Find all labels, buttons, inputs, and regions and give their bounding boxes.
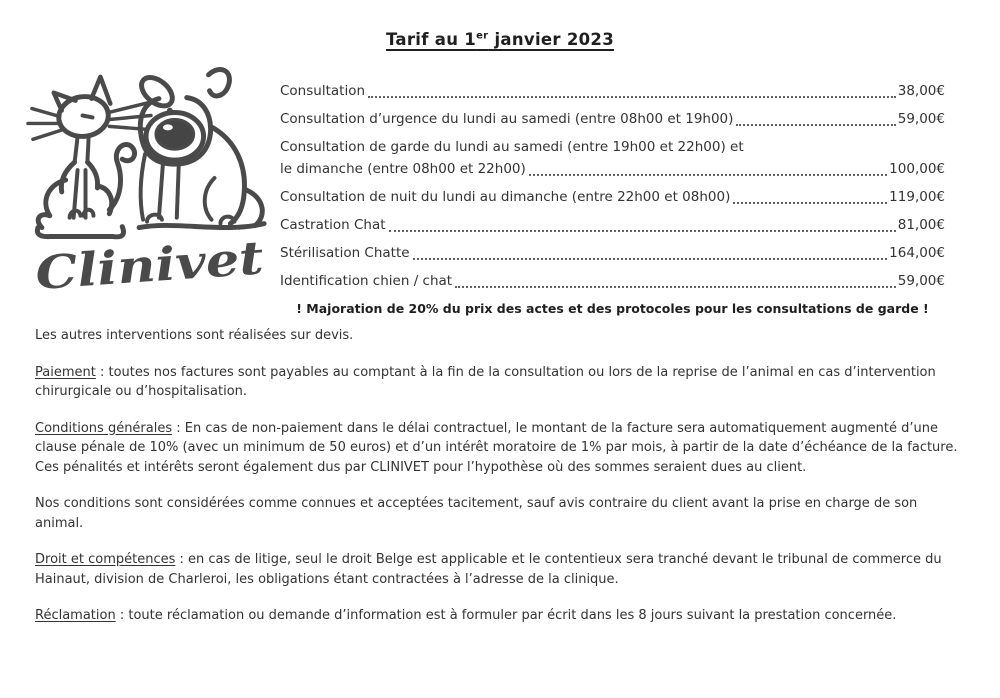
service-label: Consultation d’urgence du lundi au samedi (entre 08h00 et 19h00): [280, 111, 734, 127]
paragraph-tacite: Nos conditions sont considérées comme connues et acceptées tacitement, sauf avis contraire du client avant la prise en charge de son animal.: [35, 496, 918, 531]
page-title: [0, 30, 1000, 49]
service-label-line1: Consultation de garde du lundi au samedi (entre 19h00 et 22h00) et: [280, 139, 744, 155]
paragraph-lead: Droit et compétences: [35, 552, 176, 567]
price-row: [280, 188, 945, 207]
service-label: Consultation de nuit du lundi au dimanche (entre 22h00 et 08h00): [280, 189, 731, 205]
service-label: Castration Chat: [280, 217, 386, 233]
paragraph-separator: :: [175, 552, 189, 567]
dotted-leader: [368, 96, 896, 98]
paragraph-paiement: [35, 363, 963, 402]
price-row: [280, 110, 945, 129]
paragraph-separator: :: [95, 364, 109, 380]
dotted-leader: [529, 174, 887, 176]
dotted-leader: [455, 286, 896, 288]
dotted-leader: [733, 202, 887, 204]
surcharge-note: ! Majoration de 20% du prix des actes et des protocoles pour les consultations de garde !: [296, 301, 929, 316]
price-value: 38,00€: [897, 83, 945, 99]
terms-section: [35, 326, 963, 643]
clinivet-wordmark: Clinivet: [33, 232, 236, 298]
cat-and-dog-sketch-icon: [26, 58, 274, 298]
paragraph-conditions: [35, 419, 963, 478]
paragraph-droit: [35, 550, 963, 589]
paragraph-text: toutes nos factures sont payables au comptant à la fin de la consultation ou lors de la reprise de l’animal en cas d’intervention chirurgicale ou d’hospitalisation.: [35, 364, 936, 399]
price-value: 119,00€: [889, 189, 945, 205]
paragraph-text: toute réclamation ou demande d’information est à formuler par écrit dans les 8 jours suivant la prestation concernée.: [128, 608, 897, 623]
price-value: 59,00€: [897, 273, 945, 289]
service-label: Identification chien / chat: [280, 273, 453, 289]
title-prefix: Tarif au 1: [385, 30, 477, 49]
price-row: [280, 138, 945, 179]
price-row: [280, 272, 945, 291]
paragraph-lead: Réclamation: [35, 608, 116, 623]
paragraph-devis: Les autres interventions sont réalisées sur devis.: [35, 328, 354, 343]
clinivet-logo: [26, 58, 274, 298]
dotted-leader: [413, 258, 888, 260]
paragraph-lead: Conditions générales: [35, 420, 173, 436]
paragraph-lead: Paiement: [35, 364, 96, 380]
price-row: [280, 216, 945, 235]
title-suffix: janvier 2023: [488, 30, 614, 49]
price-row: [280, 244, 945, 263]
dotted-leader: [389, 230, 896, 232]
title-ordinal-sup: er: [476, 30, 489, 42]
service-label: Stérilisation Chatte: [280, 245, 410, 261]
price-value: 100,00€: [889, 161, 945, 177]
paragraph-text: En cas de non-paiement dans le délai contractuel, le montant de la facture sera automatiquement augmenté d’une clause pénale de 10% (avec un minimum de 50 euros) et d’un intérêt moratoire de 1% par mois, à partir de la date d’échéance de la facture. Ces pénalités et intérêts seront également dus par CLINIVET pour l’hypothèse où des sommes seraient dues au client.: [35, 420, 958, 475]
price-value: 164,00€: [889, 245, 945, 261]
price-value: 81,00€: [897, 217, 945, 233]
dotted-leader: [736, 124, 895, 126]
price-row: [280, 82, 945, 101]
price-list: [280, 82, 945, 317]
price-value: 59,00€: [897, 111, 945, 127]
paragraph-reclamation: [35, 606, 963, 626]
service-label: Consultation: [280, 83, 366, 99]
service-label-line2: le dimanche (entre 08h00 et 22h00): [280, 161, 526, 177]
paragraph-separator: :: [115, 608, 129, 623]
paragraph-text: en cas de litige, seul le droit Belge est applicable et le contentieux sera tranché devant le tribunal de commerce du Hainaut, division de Charleroi, les obligations étant contractées à l’adresse de la clinique.: [35, 552, 942, 587]
paragraph-separator: :: [172, 420, 185, 436]
